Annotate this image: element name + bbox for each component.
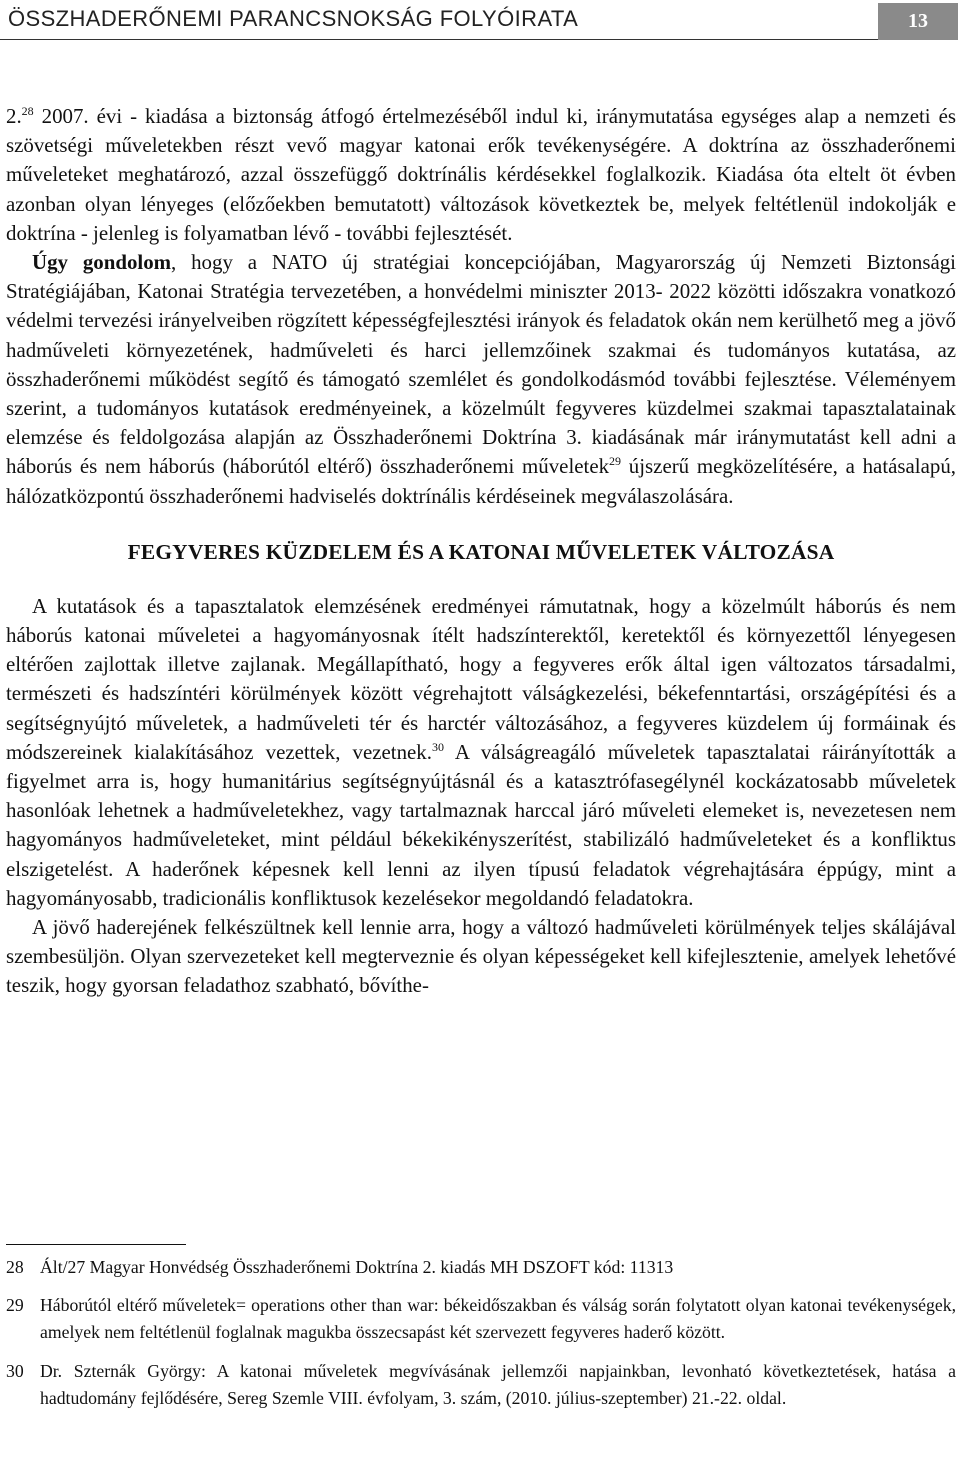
footnote-number: 28 [6, 1257, 24, 1277]
footnote-ref: 28 [21, 104, 34, 118]
footnote-divider [6, 1244, 186, 1245]
footnote-ref: 30 [431, 739, 444, 754]
article-body [6, 102, 956, 1001]
section-heading: FEGYVERES KÜZDELEM ÉS A KATONAI MŰVELETEK VÁLTOZÁSA [127, 539, 835, 564]
footnote-number: 29 [6, 1295, 24, 1316]
footnote-text: Ált/27 Magyar Honvédség Összhaderőnemi Doktrína 2. kiadás MH DSZOFT kód: 11313 [40, 1257, 674, 1277]
paragraph-text: 2007. évi - kiadása a biztonság átfogó értelmezéséből indul ki, iránymutatása egységes alap a nemzeti és szövetségi műveletekben részt vevő magyar katonai erők tevékenységére. A doktrína az összhaderőnemi műveleteket meghatározó, azzal összefüggő doktrínális kérdésekkel foglalkozik. Kiadása óta eltelt öt évben azonban olyan lényeges (előzőekben bemutatott) változások következtek be, melyek feltétlenül indokolják e doktrína - jelenleg is folyamatban lévő - további fejlesztését. [6, 104, 956, 245]
paragraph-text: 2. [6, 104, 22, 128]
footnotes [6, 1244, 956, 1423]
footnote-ref: 29 [609, 454, 622, 469]
footnote-text: Dr. Szternák György: A katonai műveletek megvívásának jellemzői napjainkban, levonható következtetések, hatása a hadtudomány fejlődésére, Sereg Szemle VIII. évfolyam, 3. szám, (2010. július-szeptember) 21.-22. oldal. [40, 1360, 956, 1408]
paragraph [6, 102, 956, 248]
paragraph-text: újszerű megközelítésére, a hatásalapú, hálózatközpontú összhaderőnemi hadviselés doktrínális kérdéseinek megválaszolására. [6, 454, 956, 508]
footnote [6, 1254, 956, 1281]
footnote-number: 30 [6, 1360, 24, 1381]
paragraph [6, 592, 956, 913]
paragraph-text: A válságreagáló műveletek tapasztalatai ráirányították a figyelmet arra is, hogy humanitárius segítségnyújtásnál és a katasztrófasegélynél kockázatosabb műveletek hasonlóak lehetnek a hadműveletekhez, vagy tartalmaznak harccal járó műveleti elemeket is, nevezetesen nem hagyományos hadműveleteket, mint például békekikényszerítést, stabilizáló hadműveleteket és a konfliktus elszigetelést. A haderőnek képesnek kell lenni az ilyen típusú feladatok végrehajtására éppúgy, mint a hagyományosabb, tradicionális konfliktusok kezelésekor megoldandó feladatokra. [6, 739, 956, 910]
journal-title: ÖSSZHADERŐNEMI PARANCSNOKSÁG FOLYÓIRATA [8, 6, 579, 31]
footnote [6, 1292, 956, 1346]
paragraph-text: A kutatások és a tapasztalatok elemzésének eredményei rámutatnak, hogy a közelmúlt háborús és nem háborús katonai műveletei a hagyományosnak ítélt hadszínterektől, keretektől és környezettől lényegesen eltérően zajlottak illetve zajlanak. Megállapítható, hogy a fegyveres erők által igen változatos társadalmi, természeti és hadszíntéri körülmények között végrehajtott válságkezelési, békefenntartási, országépítési és a segítségnyújtó műveletek, a hadműveleti tér és harctér változásához, a fegyveres küzdelem új formáinak és módszereinek kialakításához vezettek, vezetnek. [6, 593, 956, 764]
paragraph: A jövő haderejének felkészültnek kell lennie arra, hogy a változó hadműveleti körülmények teljes skálájával szembesüljön. Olyan szervezeteket kell megterveznie és olyan képességeket kell kifejlesztenie, amelyek lehetővé teszik, hogy gyorsan feladathoz szabható, bővíthe- [6, 915, 956, 998]
page-header [0, 0, 960, 42]
header-rule [0, 39, 878, 40]
paragraph [6, 248, 956, 511]
page-number: 13 [878, 3, 958, 40]
paragraph-text: , hogy a NATO új stratégiai koncepciójában, Magyarország új Nemzeti Biztonsági Stratégiájában, Katonai Stratégia tervezetében, a honvédelmi miniszter 2013- 2022 közötti időszakra vonatkozó védelmi tervezési irányelveiben rögzített képességfejlesztési irányok és feladatok okán nem kerülhető meg a jövő hadműveleti környezetének, hadműveleti és harci jellemzőinek szakmai és tudományos kutatása, az összhaderőnemi működést segítő és támogató szemlélet és gondolkodásmód további fejlesztése. Véleményem szerint, a tudományos kutatások eredményeinek, a közelmúlt fegyveres küzdelmei szakmai tapasztalatainak elemzése és feldolgozása alapján az Összhaderőnemi Doktrína 3. kiadásának már iránymutatást kell adni a háborús és nem háborús (háborútól eltérő) összhaderőnemi műveletek [6, 250, 956, 479]
emphasis-text: Úgy gondolom [32, 250, 172, 275]
footnote-text: Háborútól eltérő műveletek= operations other than war: békeidőszakban és válság során folytatott olyan katonai tevékenységek, amelyek nem feltétlenül foglalnak magukba összecsapást két szervezett fegyveres haderő között. [40, 1295, 956, 1343]
footnote [6, 1358, 956, 1412]
